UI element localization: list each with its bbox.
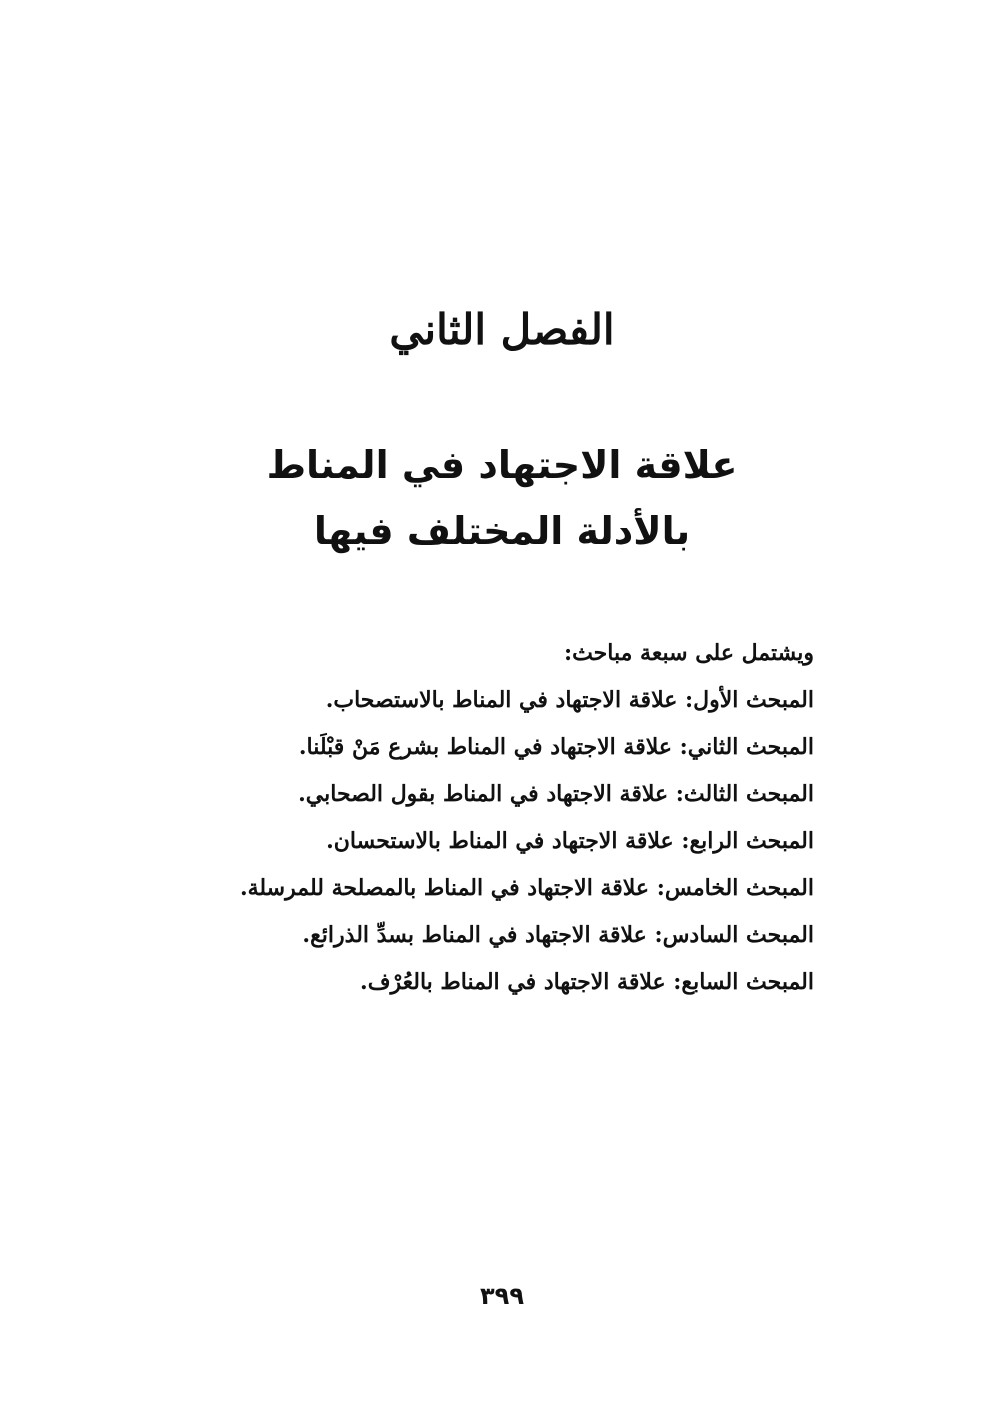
chapter-heading-line-1: علاقة الاجتهاد في المناط xyxy=(266,443,738,487)
section-item-1: المبحث الأول: علاقة الاجتهاد في المناط بالاستصحاب. xyxy=(325,687,814,713)
chapter-title: الفصل الثاني xyxy=(389,305,615,354)
chapter-heading xyxy=(0,432,1004,564)
section-item-3: المبحث الثالث: علاقة الاجتهاد في المناط بقول الصحابي. xyxy=(298,781,814,807)
section-item-2: المبحث الثاني: علاقة الاجتهاد في المناط بشرع مَنْ قبْلَنا. xyxy=(298,734,814,760)
section-item-6: المبحث السادس: علاقة الاجتهاد في المناط بسدِّ الذرائع. xyxy=(302,922,814,948)
sections-list xyxy=(174,630,814,1006)
section-item-5: المبحث الخامس: علاقة الاجتهاد في المناط بالمصلحة للمرسلة. xyxy=(239,875,814,901)
section-item-7: المبحث السابع: علاقة الاجتهاد في المناط بالعُرْف. xyxy=(360,969,814,995)
page-number: ٣٩٩ xyxy=(480,1282,524,1310)
chapter-heading-line-2: بالأدلة المختلف فيها xyxy=(313,509,691,553)
section-item-4: المبحث الرابع: علاقة الاجتهاد في المناط بالاستحسان. xyxy=(326,828,814,854)
intro-text: ويشتمل على سبعة مباحث: xyxy=(563,640,814,666)
